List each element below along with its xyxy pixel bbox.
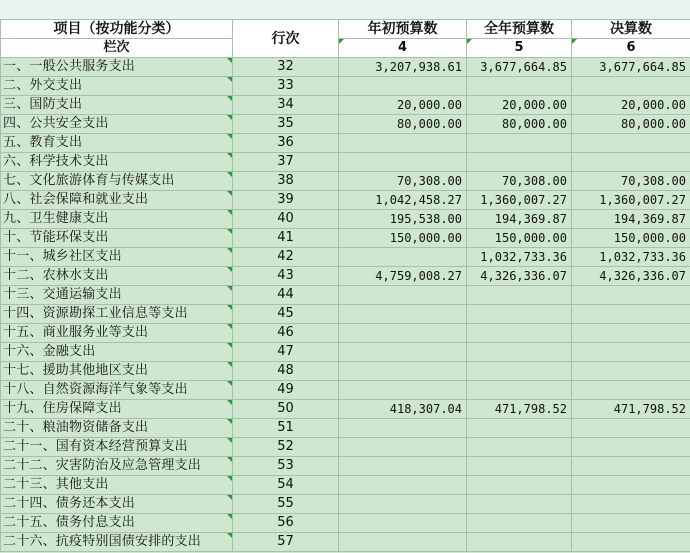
row-item-name[interactable]: 九、卫生健康支出 <box>1 210 233 229</box>
row-item-name[interactable]: 十四、资源勘探工业信息等支出 <box>1 305 233 324</box>
row-final-accounts[interactable]: 1,360,007.27 <box>572 191 690 210</box>
row-initial-budget[interactable]: 150,000.00 <box>339 229 467 248</box>
header-line-no[interactable]: 行次 <box>233 20 339 58</box>
table-row <box>1 438 690 457</box>
table-row <box>1 324 690 343</box>
row-line-no[interactable]: 56 <box>233 514 339 533</box>
table-row <box>1 267 690 286</box>
row-final-accounts[interactable] <box>572 533 690 552</box>
row-full-year-budget[interactable]: 194,369.87 <box>467 210 572 229</box>
table-row <box>1 58 690 77</box>
row-full-year-budget[interactable] <box>467 362 572 381</box>
table-row <box>1 381 690 400</box>
row-item-name[interactable]: 十七、援助其他地区支出 <box>1 362 233 381</box>
sheet-top-bar <box>0 0 690 20</box>
header-final-accounts-no[interactable]: 6 <box>572 39 690 58</box>
table-row <box>1 476 690 495</box>
table-row <box>1 286 690 305</box>
row-initial-budget[interactable] <box>339 495 467 514</box>
row-initial-budget[interactable] <box>339 362 467 381</box>
row-item-name[interactable]: 四、公共安全支出 <box>1 115 233 134</box>
row-line-no[interactable]: 47 <box>233 343 339 362</box>
row-line-no[interactable]: 48 <box>233 362 339 381</box>
header-item[interactable]: 项目（按功能分类） <box>1 20 233 39</box>
row-line-no[interactable]: 57 <box>233 533 339 552</box>
row-initial-budget[interactable] <box>339 419 467 438</box>
row-initial-budget[interactable]: 195,538.00 <box>339 210 467 229</box>
row-item-name[interactable]: 十五、商业服务业等支出 <box>1 324 233 343</box>
row-full-year-budget[interactable] <box>467 419 572 438</box>
row-line-no[interactable]: 35 <box>233 115 339 134</box>
row-final-accounts[interactable] <box>572 419 690 438</box>
row-full-year-budget[interactable] <box>467 343 572 362</box>
row-initial-budget[interactable]: 70,308.00 <box>339 172 467 191</box>
row-initial-budget[interactable]: 1,042,458.27 <box>339 191 467 210</box>
row-item-name[interactable]: 二十一、国有资本经营预算支出 <box>1 438 233 457</box>
row-final-accounts[interactable] <box>572 324 690 343</box>
row-line-no[interactable]: 44 <box>233 286 339 305</box>
row-item-name[interactable]: 十二、农林水支出 <box>1 267 233 286</box>
row-line-no[interactable]: 55 <box>233 495 339 514</box>
row-final-accounts[interactable]: 4,326,336.07 <box>572 267 690 286</box>
table-row <box>1 400 690 419</box>
row-full-year-budget[interactable] <box>467 438 572 457</box>
row-final-accounts[interactable] <box>572 153 690 172</box>
row-item-name[interactable]: 二十五、债务付息支出 <box>1 514 233 533</box>
row-final-accounts[interactable]: 150,000.00 <box>572 229 690 248</box>
row-full-year-budget[interactable] <box>467 381 572 400</box>
row-final-accounts[interactable] <box>572 305 690 324</box>
row-line-no[interactable]: 32 <box>233 58 339 77</box>
row-initial-budget[interactable] <box>339 286 467 305</box>
row-initial-budget[interactable] <box>339 324 467 343</box>
row-final-accounts[interactable]: 70,308.00 <box>572 172 690 191</box>
row-initial-budget[interactable]: 80,000.00 <box>339 115 467 134</box>
row-item-name[interactable]: 二十二、灾害防治及应急管理支出 <box>1 457 233 476</box>
row-item-name[interactable]: 二十、粮油物资储备支出 <box>1 419 233 438</box>
row-line-no[interactable]: 37 <box>233 153 339 172</box>
row-final-accounts[interactable] <box>572 457 690 476</box>
row-line-no[interactable]: 43 <box>233 267 339 286</box>
row-full-year-budget[interactable]: 20,000.00 <box>467 96 572 115</box>
row-line-no[interactable]: 46 <box>233 324 339 343</box>
row-full-year-budget[interactable] <box>467 457 572 476</box>
row-line-no[interactable]: 54 <box>233 476 339 495</box>
row-final-accounts[interactable] <box>572 476 690 495</box>
row-item-name[interactable]: 二、外交支出 <box>1 77 233 96</box>
row-full-year-budget[interactable]: 4,326,336.07 <box>467 267 572 286</box>
row-final-accounts[interactable] <box>572 514 690 533</box>
row-item-name[interactable]: 十六、金融支出 <box>1 343 233 362</box>
row-item-name[interactable]: 八、社会保障和就业支出 <box>1 191 233 210</box>
row-full-year-budget[interactable] <box>467 533 572 552</box>
row-item-name[interactable]: 二十四、债务还本支出 <box>1 495 233 514</box>
row-line-no[interactable]: 51 <box>233 419 339 438</box>
row-final-accounts[interactable]: 20,000.00 <box>572 96 690 115</box>
row-full-year-budget[interactable] <box>467 305 572 324</box>
row-full-year-budget[interactable]: 150,000.00 <box>467 229 572 248</box>
table-row <box>1 248 690 267</box>
row-full-year-budget[interactable] <box>467 324 572 343</box>
table-row <box>1 229 690 248</box>
row-final-accounts[interactable]: 1,032,733.36 <box>572 248 690 267</box>
header-initial-budget-no[interactable]: 4 <box>339 39 467 58</box>
table-row <box>1 191 690 210</box>
header-full-year-budget[interactable]: 全年预算数 <box>467 20 572 39</box>
row-item-name[interactable]: 三、国防支出 <box>1 96 233 115</box>
row-line-no[interactable]: 52 <box>233 438 339 457</box>
row-line-no[interactable]: 36 <box>233 134 339 153</box>
table-row <box>1 457 690 476</box>
row-initial-budget[interactable] <box>339 438 467 457</box>
row-full-year-budget[interactable] <box>467 286 572 305</box>
header-initial-budget[interactable]: 年初预算数 <box>339 20 467 39</box>
row-final-accounts[interactable]: 471,798.52 <box>572 400 690 419</box>
row-item-name[interactable]: 二十三、其他支出 <box>1 476 233 495</box>
table-row <box>1 514 690 533</box>
header-column-label[interactable]: 栏次 <box>1 39 233 58</box>
row-final-accounts[interactable]: 194,369.87 <box>572 210 690 229</box>
row-full-year-budget[interactable]: 1,032,733.36 <box>467 248 572 267</box>
row-item-name[interactable]: 十三、交通运输支出 <box>1 286 233 305</box>
row-final-accounts[interactable] <box>572 381 690 400</box>
row-initial-budget[interactable] <box>339 457 467 476</box>
row-item-name[interactable]: 十、节能环保支出 <box>1 229 233 248</box>
table-row <box>1 77 690 96</box>
row-final-accounts[interactable] <box>572 343 690 362</box>
row-full-year-budget[interactable] <box>467 153 572 172</box>
row-line-no[interactable]: 34 <box>233 96 339 115</box>
row-full-year-budget[interactable]: 1,360,007.27 <box>467 191 572 210</box>
row-final-accounts[interactable] <box>572 286 690 305</box>
row-initial-budget[interactable] <box>339 533 467 552</box>
table-row <box>1 96 690 115</box>
row-initial-budget[interactable] <box>339 77 467 96</box>
row-line-no[interactable]: 45 <box>233 305 339 324</box>
row-final-accounts[interactable] <box>572 77 690 96</box>
row-final-accounts[interactable] <box>572 495 690 514</box>
row-line-no[interactable]: 42 <box>233 248 339 267</box>
row-initial-budget[interactable] <box>339 248 467 267</box>
table-row <box>1 533 690 552</box>
row-full-year-budget[interactable]: 3,677,664.85 <box>467 58 572 77</box>
row-initial-budget[interactable]: 20,000.00 <box>339 96 467 115</box>
row-final-accounts[interactable]: 80,000.00 <box>572 115 690 134</box>
row-final-accounts[interactable] <box>572 362 690 381</box>
table-row <box>1 343 690 362</box>
table-row <box>1 495 690 514</box>
row-full-year-budget[interactable] <box>467 476 572 495</box>
row-initial-budget[interactable] <box>339 343 467 362</box>
row-item-name[interactable]: 十八、自然资源海洋气象等支出 <box>1 381 233 400</box>
table-row <box>1 210 690 229</box>
table-row <box>1 172 690 191</box>
row-line-no[interactable]: 39 <box>233 191 339 210</box>
row-full-year-budget[interactable] <box>467 77 572 96</box>
row-item-name[interactable]: 七、文化旅游体育与传媒支出 <box>1 172 233 191</box>
row-full-year-budget[interactable] <box>467 495 572 514</box>
row-line-no[interactable]: 40 <box>233 210 339 229</box>
row-full-year-budget[interactable] <box>467 134 572 153</box>
row-full-year-budget[interactable] <box>467 514 572 533</box>
row-initial-budget[interactable] <box>339 514 467 533</box>
row-full-year-budget[interactable]: 471,798.52 <box>467 400 572 419</box>
row-item-name[interactable]: 一、一般公共服务支出 <box>1 58 233 77</box>
row-initial-budget[interactable]: 3,207,938.61 <box>339 58 467 77</box>
row-final-accounts[interactable] <box>572 134 690 153</box>
row-initial-budget[interactable] <box>339 381 467 400</box>
row-final-accounts[interactable] <box>572 438 690 457</box>
header-final-accounts[interactable]: 决算数 <box>572 20 690 39</box>
table-row <box>1 134 690 153</box>
table-row <box>1 115 690 134</box>
row-line-no[interactable]: 33 <box>233 77 339 96</box>
row-line-no[interactable]: 50 <box>233 400 339 419</box>
row-line-no[interactable]: 38 <box>233 172 339 191</box>
row-initial-budget[interactable] <box>339 153 467 172</box>
row-line-no[interactable]: 41 <box>233 229 339 248</box>
row-item-name[interactable]: 五、教育支出 <box>1 134 233 153</box>
row-full-year-budget[interactable]: 80,000.00 <box>467 115 572 134</box>
row-item-name[interactable]: 十九、住房保障支出 <box>1 400 233 419</box>
table-row <box>1 153 690 172</box>
row-full-year-budget[interactable]: 70,308.00 <box>467 172 572 191</box>
row-final-accounts[interactable]: 3,677,664.85 <box>572 58 690 77</box>
row-initial-budget[interactable]: 418,307.04 <box>339 400 467 419</box>
row-item-name[interactable]: 十一、城乡社区支出 <box>1 248 233 267</box>
row-line-no[interactable]: 49 <box>233 381 339 400</box>
row-line-no[interactable]: 53 <box>233 457 339 476</box>
table-row <box>1 305 690 324</box>
row-initial-budget[interactable]: 4,759,008.27 <box>339 267 467 286</box>
header-full-year-budget-no[interactable]: 5 <box>467 39 572 58</box>
row-item-name[interactable]: 二十六、抗疫特别国债安排的支出 <box>1 533 233 552</box>
table-row <box>1 419 690 438</box>
expenditure-table <box>0 19 690 552</box>
row-initial-budget[interactable] <box>339 134 467 153</box>
row-item-name[interactable]: 六、科学技术支出 <box>1 153 233 172</box>
table-row <box>1 362 690 381</box>
row-initial-budget[interactable] <box>339 305 467 324</box>
row-initial-budget[interactable] <box>339 476 467 495</box>
